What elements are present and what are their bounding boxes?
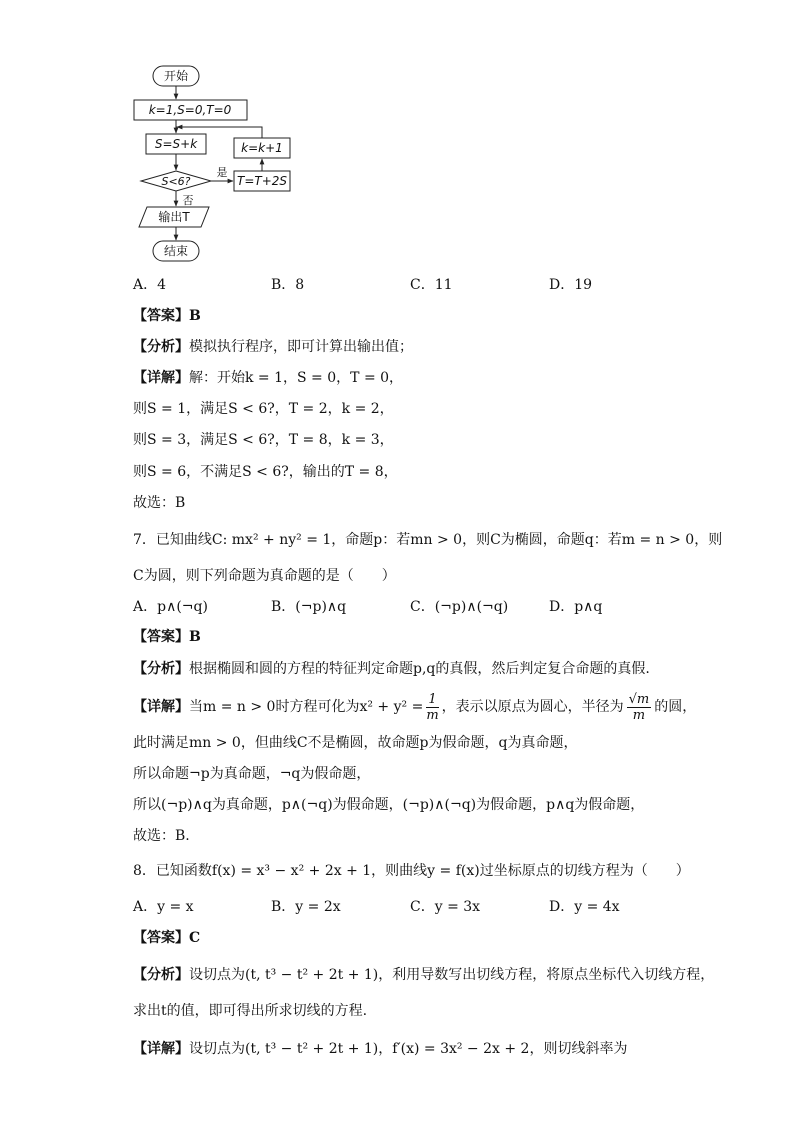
q6-analysis	[133, 338, 413, 356]
flow-init-label: k=1,S=0,T=0	[148, 103, 232, 117]
q7-analysis	[133, 660, 650, 678]
q7-fraction-2-denominator: m	[632, 707, 646, 723]
q8-detail-tag: 【详解】	[133, 1041, 189, 1057]
q7-option-a: A．p∧(¬q)	[133, 599, 208, 615]
q8-answer: 【答案】C	[133, 930, 201, 946]
q7-fraction-1-numerator: 1	[426, 692, 438, 708]
flow-s-update-label: S=S+k	[154, 137, 198, 151]
flow-condition-label: S<6?	[161, 175, 191, 188]
q8-detail-text: 设切点为(t, t³ − t² + 2t + 1)，f′(x) = 3x² − 2x + 2，则切线斜率为	[189, 1041, 628, 1057]
q7-answer: 【答案】B	[133, 629, 201, 645]
q8-analysis-text-1: 设切点为(t, t³ − t² + 2t + 1)，利用导数写出切线方程，将原点坐标代入切线方程，	[189, 967, 715, 983]
q7-detail-tag: 【详解】	[133, 699, 189, 715]
q6-option-a: A．4	[133, 277, 167, 293]
q6-detail-line-3: 则S = 3，满足S < 6?，T = 8，k = 3，	[133, 432, 394, 448]
flow-end-label: 结束	[163, 244, 189, 258]
q6-detail-tag: 【详解】	[133, 370, 189, 386]
q7-fraction-1	[426, 692, 438, 723]
q6-detail-text-1: 解：开始k = 1，S = 0，T = 0，	[189, 370, 404, 386]
flowchart	[0, 0, 794, 270]
q7-detail-line-2: 此时满足mn > 0，但曲线C不是椭圆，故命题p为假命题，q为真命题，	[133, 735, 578, 751]
q7-stem-line-2: C为圆，则下列命题为真命题的是（ ）	[133, 568, 396, 584]
q7-fraction-1-denominator: m	[426, 707, 439, 723]
q7-fraction-2	[627, 692, 652, 723]
q7-stem-line-1: 7．已知曲线C: mx² + ny² = 1，命题p：若mn > 0，则C为椭圆，命题q：若m = n > 0，则	[133, 532, 723, 548]
q7-option-b: B．(¬p)∧q	[271, 599, 347, 615]
flow-output-label: 输出T	[158, 210, 190, 224]
q8-option-d: D．y = 4x	[549, 899, 620, 915]
q7-detail-line-4: 所以(¬p)∧q为真命题，p∧(¬q)为假命题，(¬p)∧(¬q)为假命题，p∧q为假命题，	[133, 797, 645, 813]
q7-detail-text-a: 当m = n > 0时方程可化为x² + y² =	[189, 699, 424, 715]
q7-analysis-tag: 【分析】	[133, 661, 189, 677]
q6-option-c: C．11	[410, 277, 453, 293]
q8-option-a: A．y = x	[133, 899, 194, 915]
q8-stem: 8．已知函数f(x) = x³ − x² + 2x + 1，则曲线y = f(x)过坐标原点的切线方程为（ ）	[133, 863, 690, 879]
q6-detail-line-1	[133, 369, 403, 387]
q6-option-b: B．8	[271, 277, 305, 293]
flow-k-update-label: k=k+1	[241, 141, 283, 155]
q6-detail-line-5: 故选：B	[133, 495, 186, 511]
flow-start-label: 开始	[163, 69, 189, 83]
q7-analysis-text: 根据椭圆和圆的方程的特征判定命题p,q的真假，然后判定复合命题的真假.	[189, 661, 650, 677]
q7-option-d: D．p∧q	[549, 599, 603, 615]
q7-option-c: C．(¬p)∧(¬q)	[410, 599, 509, 615]
q8-analysis-line-2: 求出t的值，即可得出所求切线的方程.	[133, 1003, 368, 1019]
q6-detail-line-4: 则S = 6，不满足S < 6?，输出的T = 8，	[133, 464, 398, 480]
q6-detail-line-2: 则S = 1，满足S < 6?，T = 2，k = 2，	[133, 401, 394, 417]
q7-fraction-2-numerator: √m	[628, 691, 650, 707]
flow-no-label: 否	[182, 194, 194, 207]
q6-answer: 【答案】B	[133, 308, 201, 324]
q8-option-b: B．y = 2x	[271, 899, 341, 915]
flow-t-update-label: T=T+2S	[236, 174, 288, 188]
q7-detail-line-5: 故选：B.	[133, 828, 190, 844]
q8-analysis-line-1	[133, 966, 714, 984]
flow-yes-label: 是	[216, 166, 228, 179]
q6-analysis-text: 模拟执行程序，即可计算出输出值；	[189, 339, 413, 355]
q7-detail-text-b: ，表示以原点为圆心，半径为	[441, 699, 624, 715]
q6-option-d: D．19	[549, 277, 593, 293]
q8-analysis-tag: 【分析】	[133, 967, 189, 983]
q7-detail-line-1	[133, 690, 696, 724]
q8-option-c: C．y = 3x	[410, 899, 481, 915]
q8-detail-line	[133, 1040, 627, 1058]
q7-detail-text-c: 的圆，	[654, 699, 697, 715]
q6-analysis-tag: 【分析】	[133, 339, 189, 355]
q7-detail-line-3: 所以命题¬p为真命题，¬q为假命题，	[133, 766, 371, 782]
